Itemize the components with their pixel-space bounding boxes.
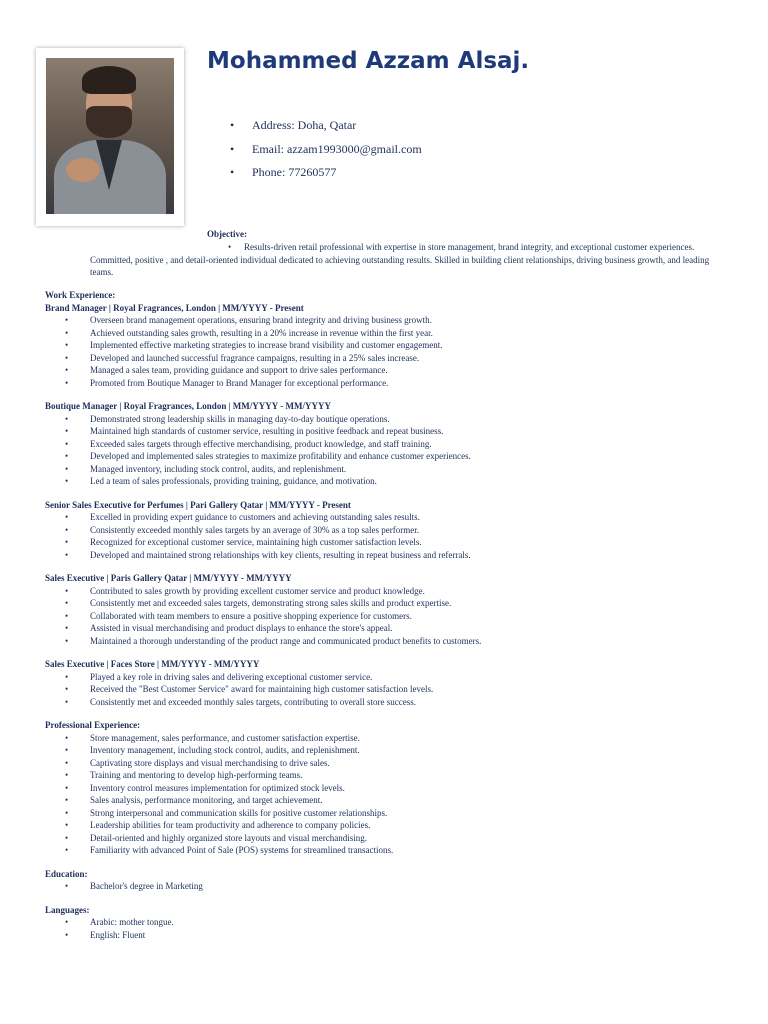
list-item: • Developed and launched successful fragrance campaigns, resulting in a 25% sales increase. [45, 352, 725, 365]
job-responsibilities [45, 671, 725, 709]
job-title: Senior Sales Executive for Perfumes | Pari Gallery Qatar | MM/YYYY - Present [45, 499, 351, 510]
job-responsibilities [45, 585, 725, 648]
job-responsibilities [45, 413, 725, 488]
spacer [45, 647, 725, 658]
objective-bullet: • [228, 242, 232, 252]
profile-photo [46, 58, 174, 214]
spacer [45, 857, 725, 868]
list-item: • Inventory control measures implementation for optimized stock levels. [45, 782, 725, 795]
job-title: Boutique Manager | Royal Fragrances, London | MM/YYYY - MM/YYYY [45, 401, 331, 411]
list-item: • Contributed to sales growth by providing excellent customer service and product knowledge. [45, 585, 725, 598]
list-item: • Sales analysis, performance monitoring, and target achievement. [45, 794, 725, 807]
profile-photo-frame [36, 48, 184, 226]
contact-list [230, 117, 422, 188]
list-item: • Familiarity with advanced Point of Sale (POS) systems for streamlined transactions. [45, 844, 725, 857]
photo-hand [66, 158, 100, 182]
list-item: • Captivating store displays and visual merchandising to drive sales. [45, 757, 725, 770]
list-item: • Promoted from Boutique Manager to Brand Manager for exceptional performance. [45, 377, 725, 390]
education-list [45, 880, 725, 893]
list-item: • Consistently met and exceeded sales targets, demonstrating strong sales skills and product expertise. [45, 597, 725, 610]
spacer [45, 488, 725, 499]
list-item: • Managed inventory, including stock control, audits, and replenishment. [45, 463, 725, 476]
list-item: • Detail-oriented and highly organized store layouts and visual merchandising. [45, 832, 725, 845]
objective-heading: Objective: [207, 229, 247, 239]
professional-experience-heading: Professional Experience: [45, 720, 141, 730]
list-item: • Developed and maintained strong relationships with key clients, resulting in repeat business and referrals. [45, 549, 725, 562]
list-item: • Assisted in visual merchandising and product displays to enhance the store's appeal. [45, 622, 725, 635]
job-responsibilities [45, 314, 725, 389]
work-experience-heading: Work Experience: [45, 290, 116, 300]
list-item: • Implemented effective marketing strategies to increase brand visibility and customer engagement. [45, 339, 725, 352]
list-item: • Demonstrated strong leadership skills in managing day-to-day boutique operations. [45, 413, 725, 426]
job-title: Brand Manager | Royal Fragrances, London | MM/YYYY - Present [45, 302, 304, 313]
contact-email: • Email: azzam1993000@gmail.com [230, 141, 422, 165]
photo-hair [82, 66, 136, 94]
job-title: Sales Executive | Faces Store | MM/YYYY - MM/YYYY [45, 659, 260, 669]
list-item: • Recognized for exceptional customer service, maintaining high customer satisfaction levels. [45, 536, 725, 549]
list-item: • Maintained high standards of customer service, resulting in positive feedback and repeat business. [45, 425, 725, 438]
list-item: • Training and mentoring to develop high-performing teams. [45, 769, 725, 782]
languages-heading: Languages: [45, 904, 90, 915]
spacer [45, 389, 725, 400]
list-item: • English: Fluent [45, 929, 725, 942]
list-item: • Managed a sales team, providing guidance and support to drive sales performance. [45, 364, 725, 377]
list-item: • Strong interpersonal and communication skills for positive customer relationships. [45, 807, 725, 820]
list-item: • Excelled in providing expert guidance to customers and achieving outstanding sales results. [45, 511, 725, 524]
list-item: • Exceeded sales targets through effective merchandising, product knowledge, and staff training. [45, 438, 725, 451]
list-item: • Collaborated with team members to ensure a positive shopping experience for customers. [45, 610, 725, 623]
spacer [45, 893, 725, 904]
objective-body: Results-driven retail professional with expertise in store management, brand integrity, and exceptional customer experiences. Committed, positive , and detail-oriented individual dedicated to achieving outstanding results. Skilled in building client relationships, driving business growth, and leading teams. [90, 242, 710, 277]
job-responsibilities [45, 511, 725, 561]
contact-address: • Address: Doha, Qatar [230, 117, 422, 141]
list-item: • Developed and implemented sales strategies to maximize profitability and enhance customer experiences. [45, 450, 725, 463]
list-item: • Consistently exceeded monthly sales targets by an average of 30% as a top sales performer. [45, 524, 725, 537]
contact-phone: • Phone: 77260577 [230, 164, 422, 188]
list-item: • Arabic: mother tongue. [45, 916, 725, 929]
jobs-list [45, 302, 725, 709]
list-item: • Received the "Best Customer Service" award for maintaining high customer satisfaction levels. [45, 683, 725, 696]
list-item: • Consistently met and exceeded monthly sales targets, contributing to overall store success. [45, 696, 725, 709]
list-item: • Maintained a thorough understanding of the product range and communicated product benefits to customers. [45, 635, 725, 648]
spacer [45, 708, 725, 719]
list-item: • Led a team of sales professionals, providing training, guidance, and motivation. [45, 475, 725, 488]
candidate-name: Mohammed Azzam Alsaj. [207, 48, 530, 74]
list-item: • Achieved outstanding sales growth, resulting in a 20% increase in revenue within the first year. [45, 327, 725, 340]
list-item: • Leadership abilities for team productivity and adherence to company policies. [45, 819, 725, 832]
languages-list [45, 916, 725, 941]
list-item: • Played a key role in driving sales and delivering exceptional customer service. [45, 671, 725, 684]
list-item: • Bachelor's degree in Marketing [45, 880, 725, 893]
professional-experience-list [45, 732, 725, 857]
list-item: • Overseen brand management operations, ensuring brand integrity and driving business growth. [45, 314, 725, 327]
spacer [45, 561, 725, 572]
list-item: • Store management, sales performance, and customer satisfaction expertise. [45, 732, 725, 745]
list-item: • Inventory management, including stock control, audits, and replenishment. [45, 744, 725, 757]
education-heading: Education: [45, 868, 88, 879]
objective-text [90, 241, 720, 279]
resume-body [45, 289, 725, 941]
job-title: Sales Executive | Paris Gallery Qatar | MM/YYYY - MM/YYYY [45, 573, 292, 583]
photo-beard [86, 106, 132, 138]
